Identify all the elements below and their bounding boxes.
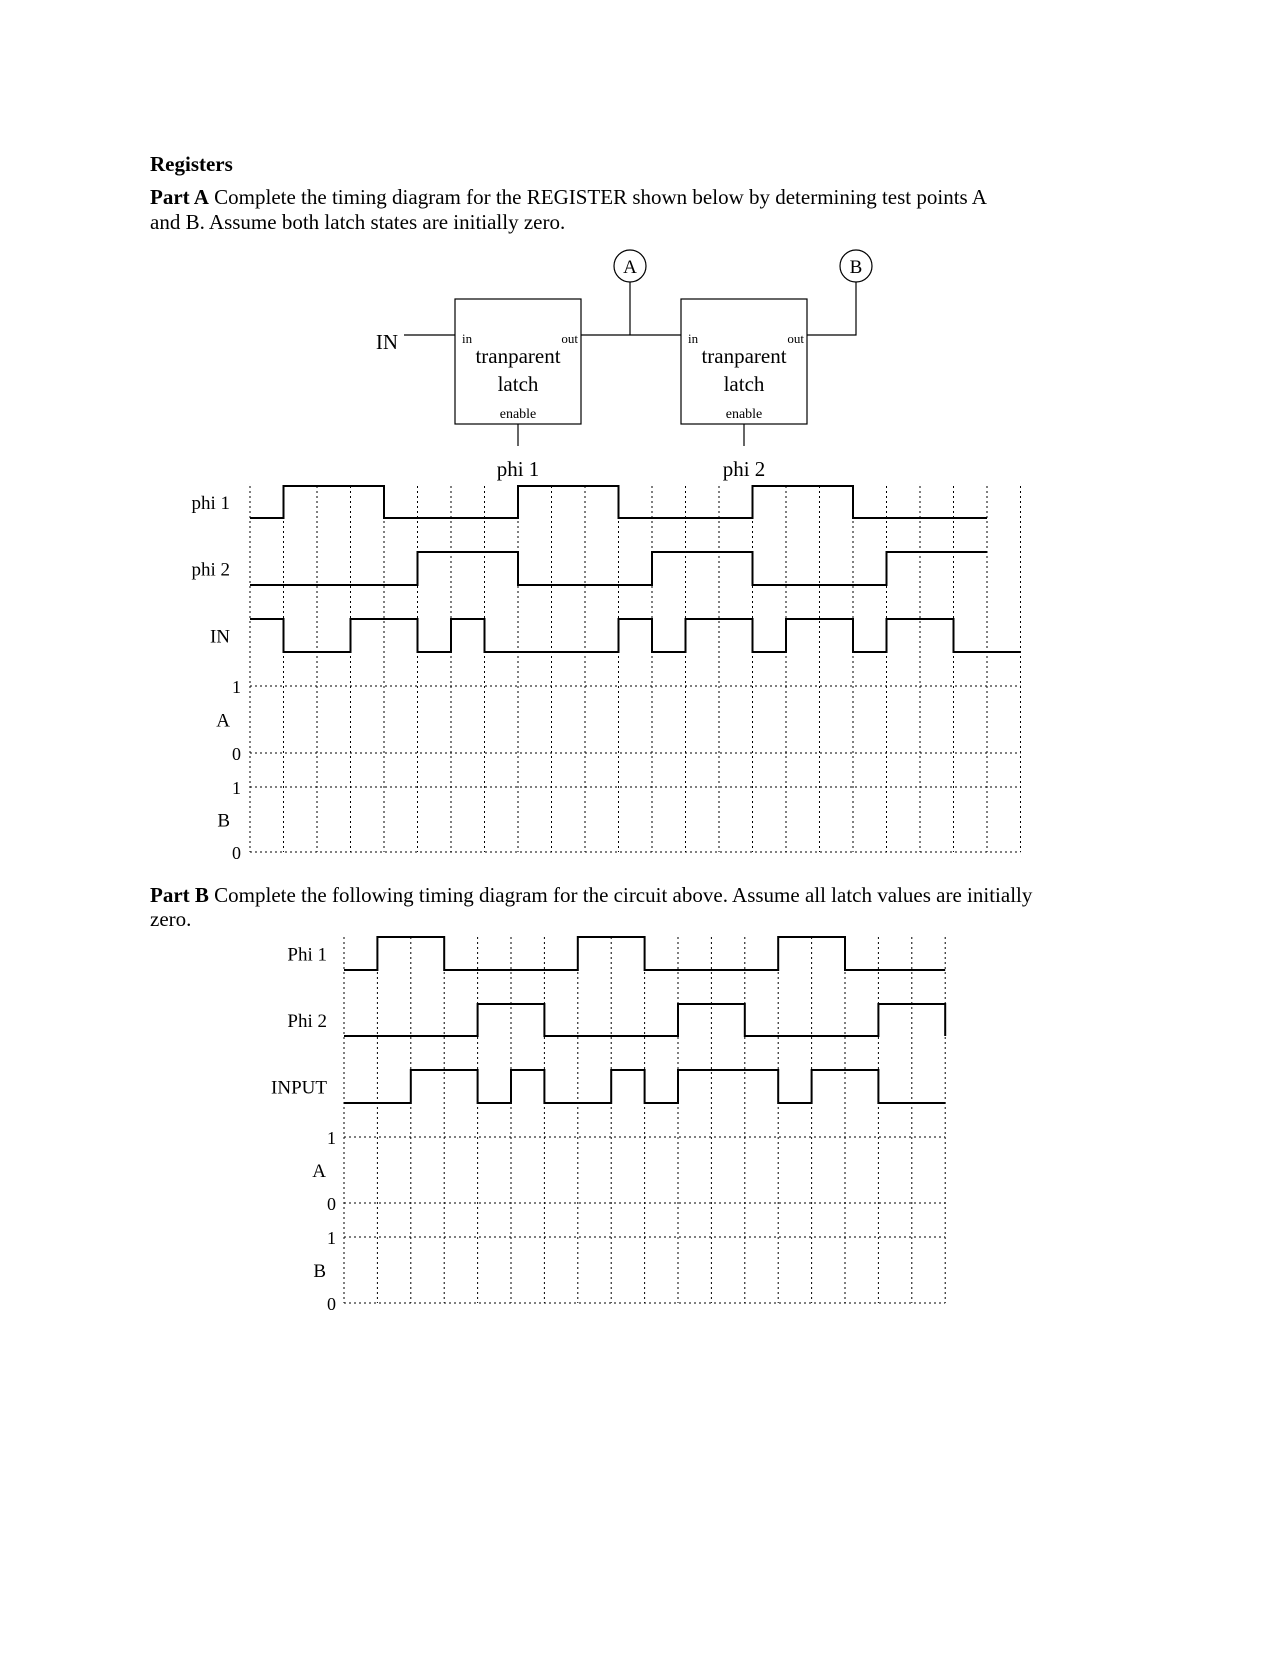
signal-label-in: IN	[209, 626, 230, 648]
signal-label-input: INPUT	[271, 1077, 327, 1099]
part-a-text: Complete the timing diagram for the REGISTER shown below by determining test points A	[214, 185, 987, 209]
latch-2-subtitle: latch	[723, 372, 765, 396]
answer-b-label: B	[313, 1261, 326, 1282]
signal-label-phi-1: phi 1	[191, 493, 230, 514]
signal-label-phi-1: Phi 1	[287, 944, 327, 966]
answer-a-label: A	[312, 1161, 326, 1182]
latch-1-out-label: out	[561, 331, 578, 346]
answer-a-low-label: 0	[327, 1194, 336, 1214]
answer-b-high-label: 1	[232, 778, 241, 798]
part-b-label: Part B	[150, 883, 209, 907]
signal-label-phi-2: Phi 2	[287, 1011, 327, 1032]
latch-1-subtitle: latch	[497, 372, 539, 396]
latch-2-out-label: out	[787, 331, 804, 346]
latch-2-clock-label: phi 2	[722, 457, 766, 481]
part-b-text: Complete the following timing diagram for the circuit above. Assume all latch values are initially	[214, 883, 1033, 907]
answer-b-low-label: 0	[327, 1294, 336, 1314]
circuit-labels	[376, 257, 862, 481]
timing-diagram-part-a	[191, 486, 1020, 863]
latch-1-enable-label: enable	[499, 407, 537, 422]
waveform-b-input	[344, 1070, 945, 1103]
circuit-input-label: IN	[375, 330, 399, 354]
part-a-text-line2: and B. Assume both latch states are initially zero.	[150, 210, 566, 234]
signal-label-phi-2: phi 2	[191, 559, 230, 581]
answer-b-high-label: 1	[327, 1228, 336, 1248]
test-point-a-label: A	[623, 257, 637, 278]
latch-2-title: tranparent	[701, 344, 787, 368]
answer-a-label: A	[216, 710, 230, 732]
test-point-b-probe	[807, 282, 856, 335]
answer-a-high-label: 1	[327, 1128, 336, 1148]
test-point-b-label: B	[849, 257, 863, 278]
latch-2-in-label: in	[688, 331, 699, 346]
latch-1-clock-label: phi 1	[496, 457, 540, 481]
latch-1-in-label: in	[462, 331, 473, 346]
answer-b-low-label: 0	[232, 843, 241, 863]
register-circuit	[404, 250, 872, 446]
part-a-label: Part A	[150, 185, 209, 209]
answer-a-low-label: 0	[232, 744, 241, 764]
answer-b-label: B	[217, 810, 230, 832]
latch-1-title: tranparent	[475, 344, 561, 368]
latch-2-enable-label: enable	[725, 407, 763, 422]
waveform-a-in	[250, 619, 1021, 652]
part-b-text-line2: zero.	[150, 907, 192, 931]
waveform-a-phi-1	[250, 486, 987, 518]
page-heading: Registers	[150, 152, 233, 176]
waveform-b-phi-1	[344, 937, 945, 970]
answer-a-high-label: 1	[232, 677, 241, 697]
timing-diagram-part-b	[271, 937, 945, 1314]
